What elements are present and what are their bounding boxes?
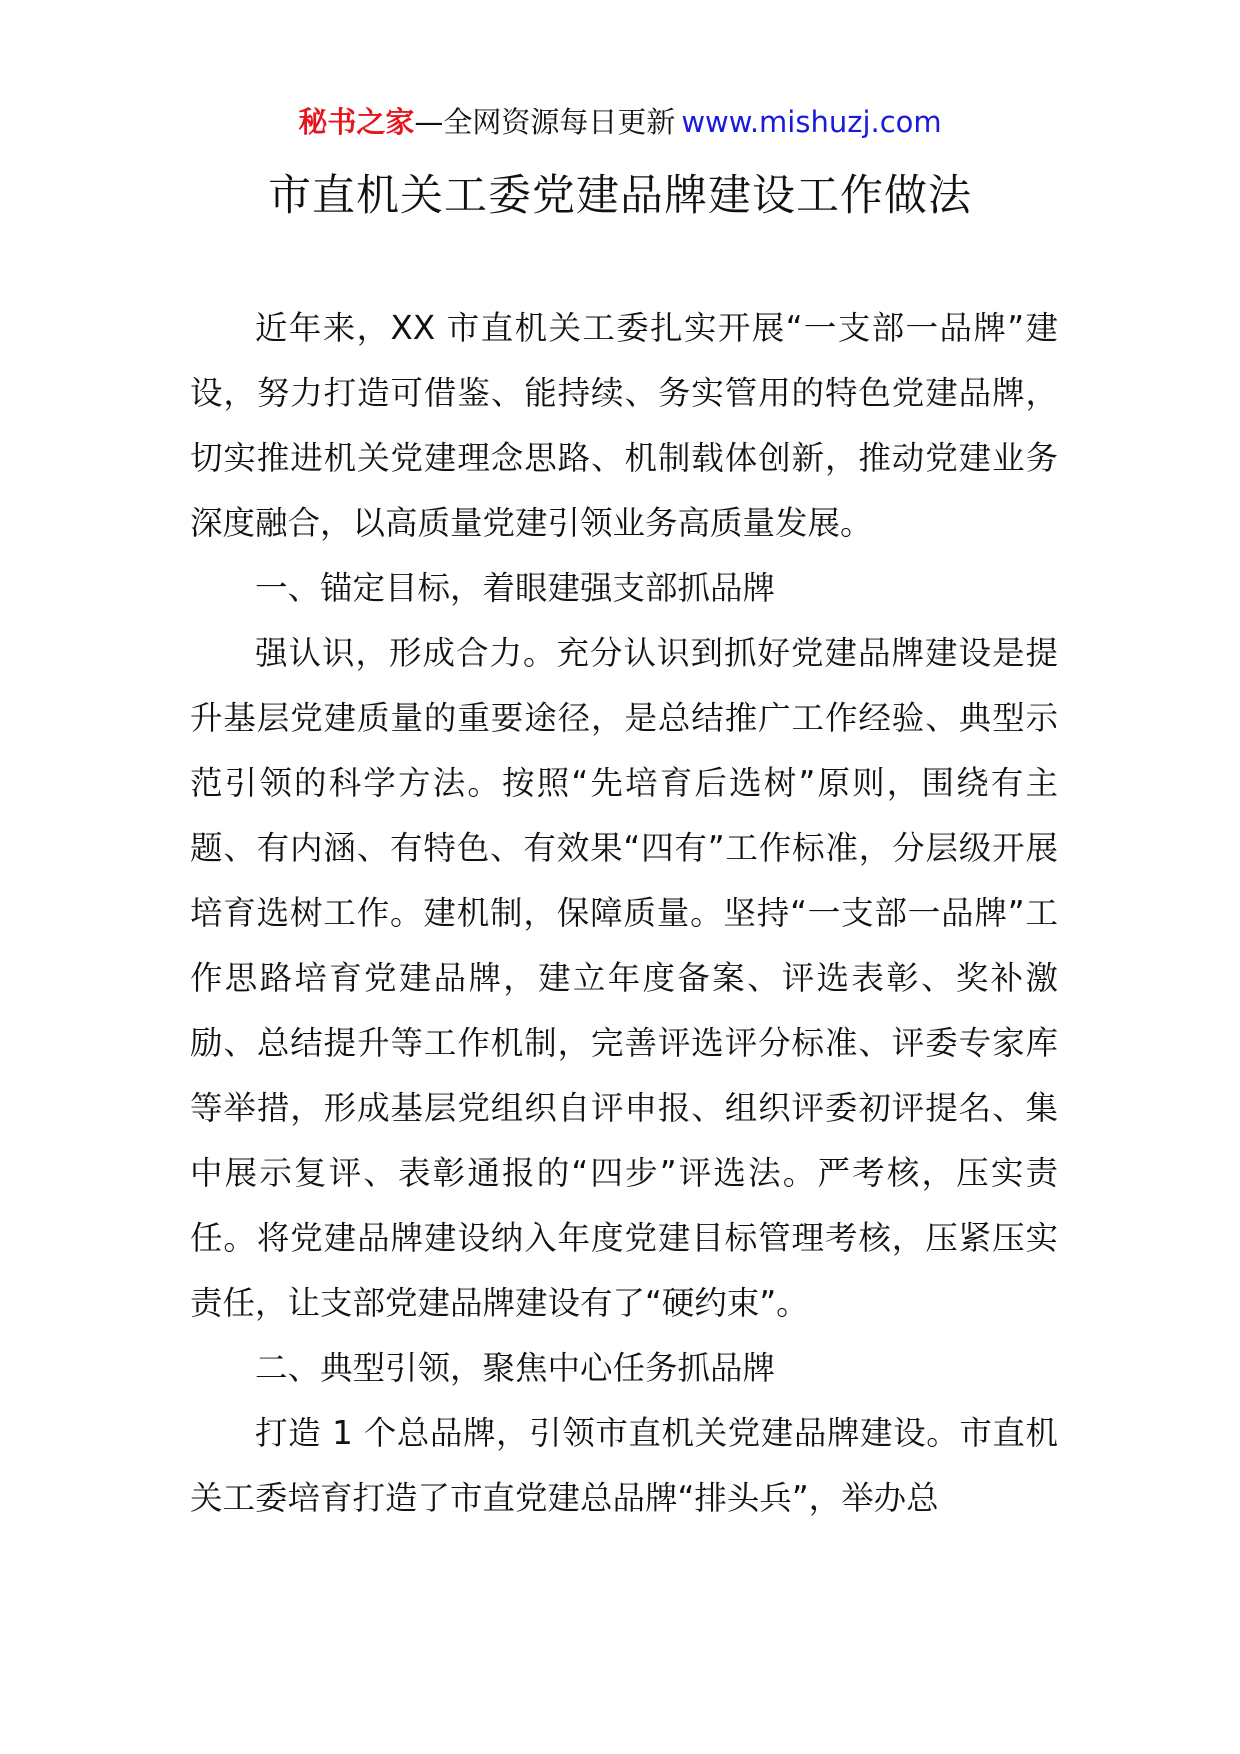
section-heading-1: 一、锚定目标，着眼建强支部抓品牌 [255,569,776,607]
site-header [0,102,1240,142]
document-body [190,296,1058,1531]
document-title: 市直机关工委党建品牌建设工作做法 [268,171,972,221]
section-heading-2: 二、典型引领，聚焦中心任务抓品牌 [255,1349,776,1387]
site-url-link[interactable]: www.mishuzj.com [681,105,942,139]
site-tagline: —全网资源每日更新 [414,105,676,139]
section-body-1: 强认识，形成合力。充分认识到抓好党建品牌建设是提升基层党建质量的重要途径，是总结推广工作经验、典型示范引领的科学方法。按照“先培育后选树”原则，围绕有主题、有内涵、有特色、有效果“四有”工作标准，分层级开展培育选树工作。建机制，保障质量。坚持“一支部一品牌”工作思路培育党建品牌，建立年度备案、评选表彰、奖补激励、总结提升等工作机制，完善评选评分标准、评委专家库等举措，形成基层党组织自评申报、组织评委初评提名、集中展示复评、表彰通报的“四步”评选法。严考核，压实责任。将党建品牌建设纳入年度党建目标管理考核，压紧压实责任，让支部党建品牌建设有了“硬约束”。 [190,634,1058,1322]
intro-paragraph: 近年来，XX 市直机关工委扎实开展“一支部一品牌”建设，努力打造可借鉴、能持续、务实管用的特色党建品牌，切实推进机关党建理念思路、机制载体创新，推动党建业务深度融合，以高质量党建引领业务高质量发展。 [190,309,1058,542]
site-brand: 秘书之家 [298,105,415,139]
section-body-2: 打造 1 个总品牌，引领市直机关党建品牌建设。市直机关工委培育打造了市直党建总品牌“排头兵”，举办总 [190,1414,1058,1517]
